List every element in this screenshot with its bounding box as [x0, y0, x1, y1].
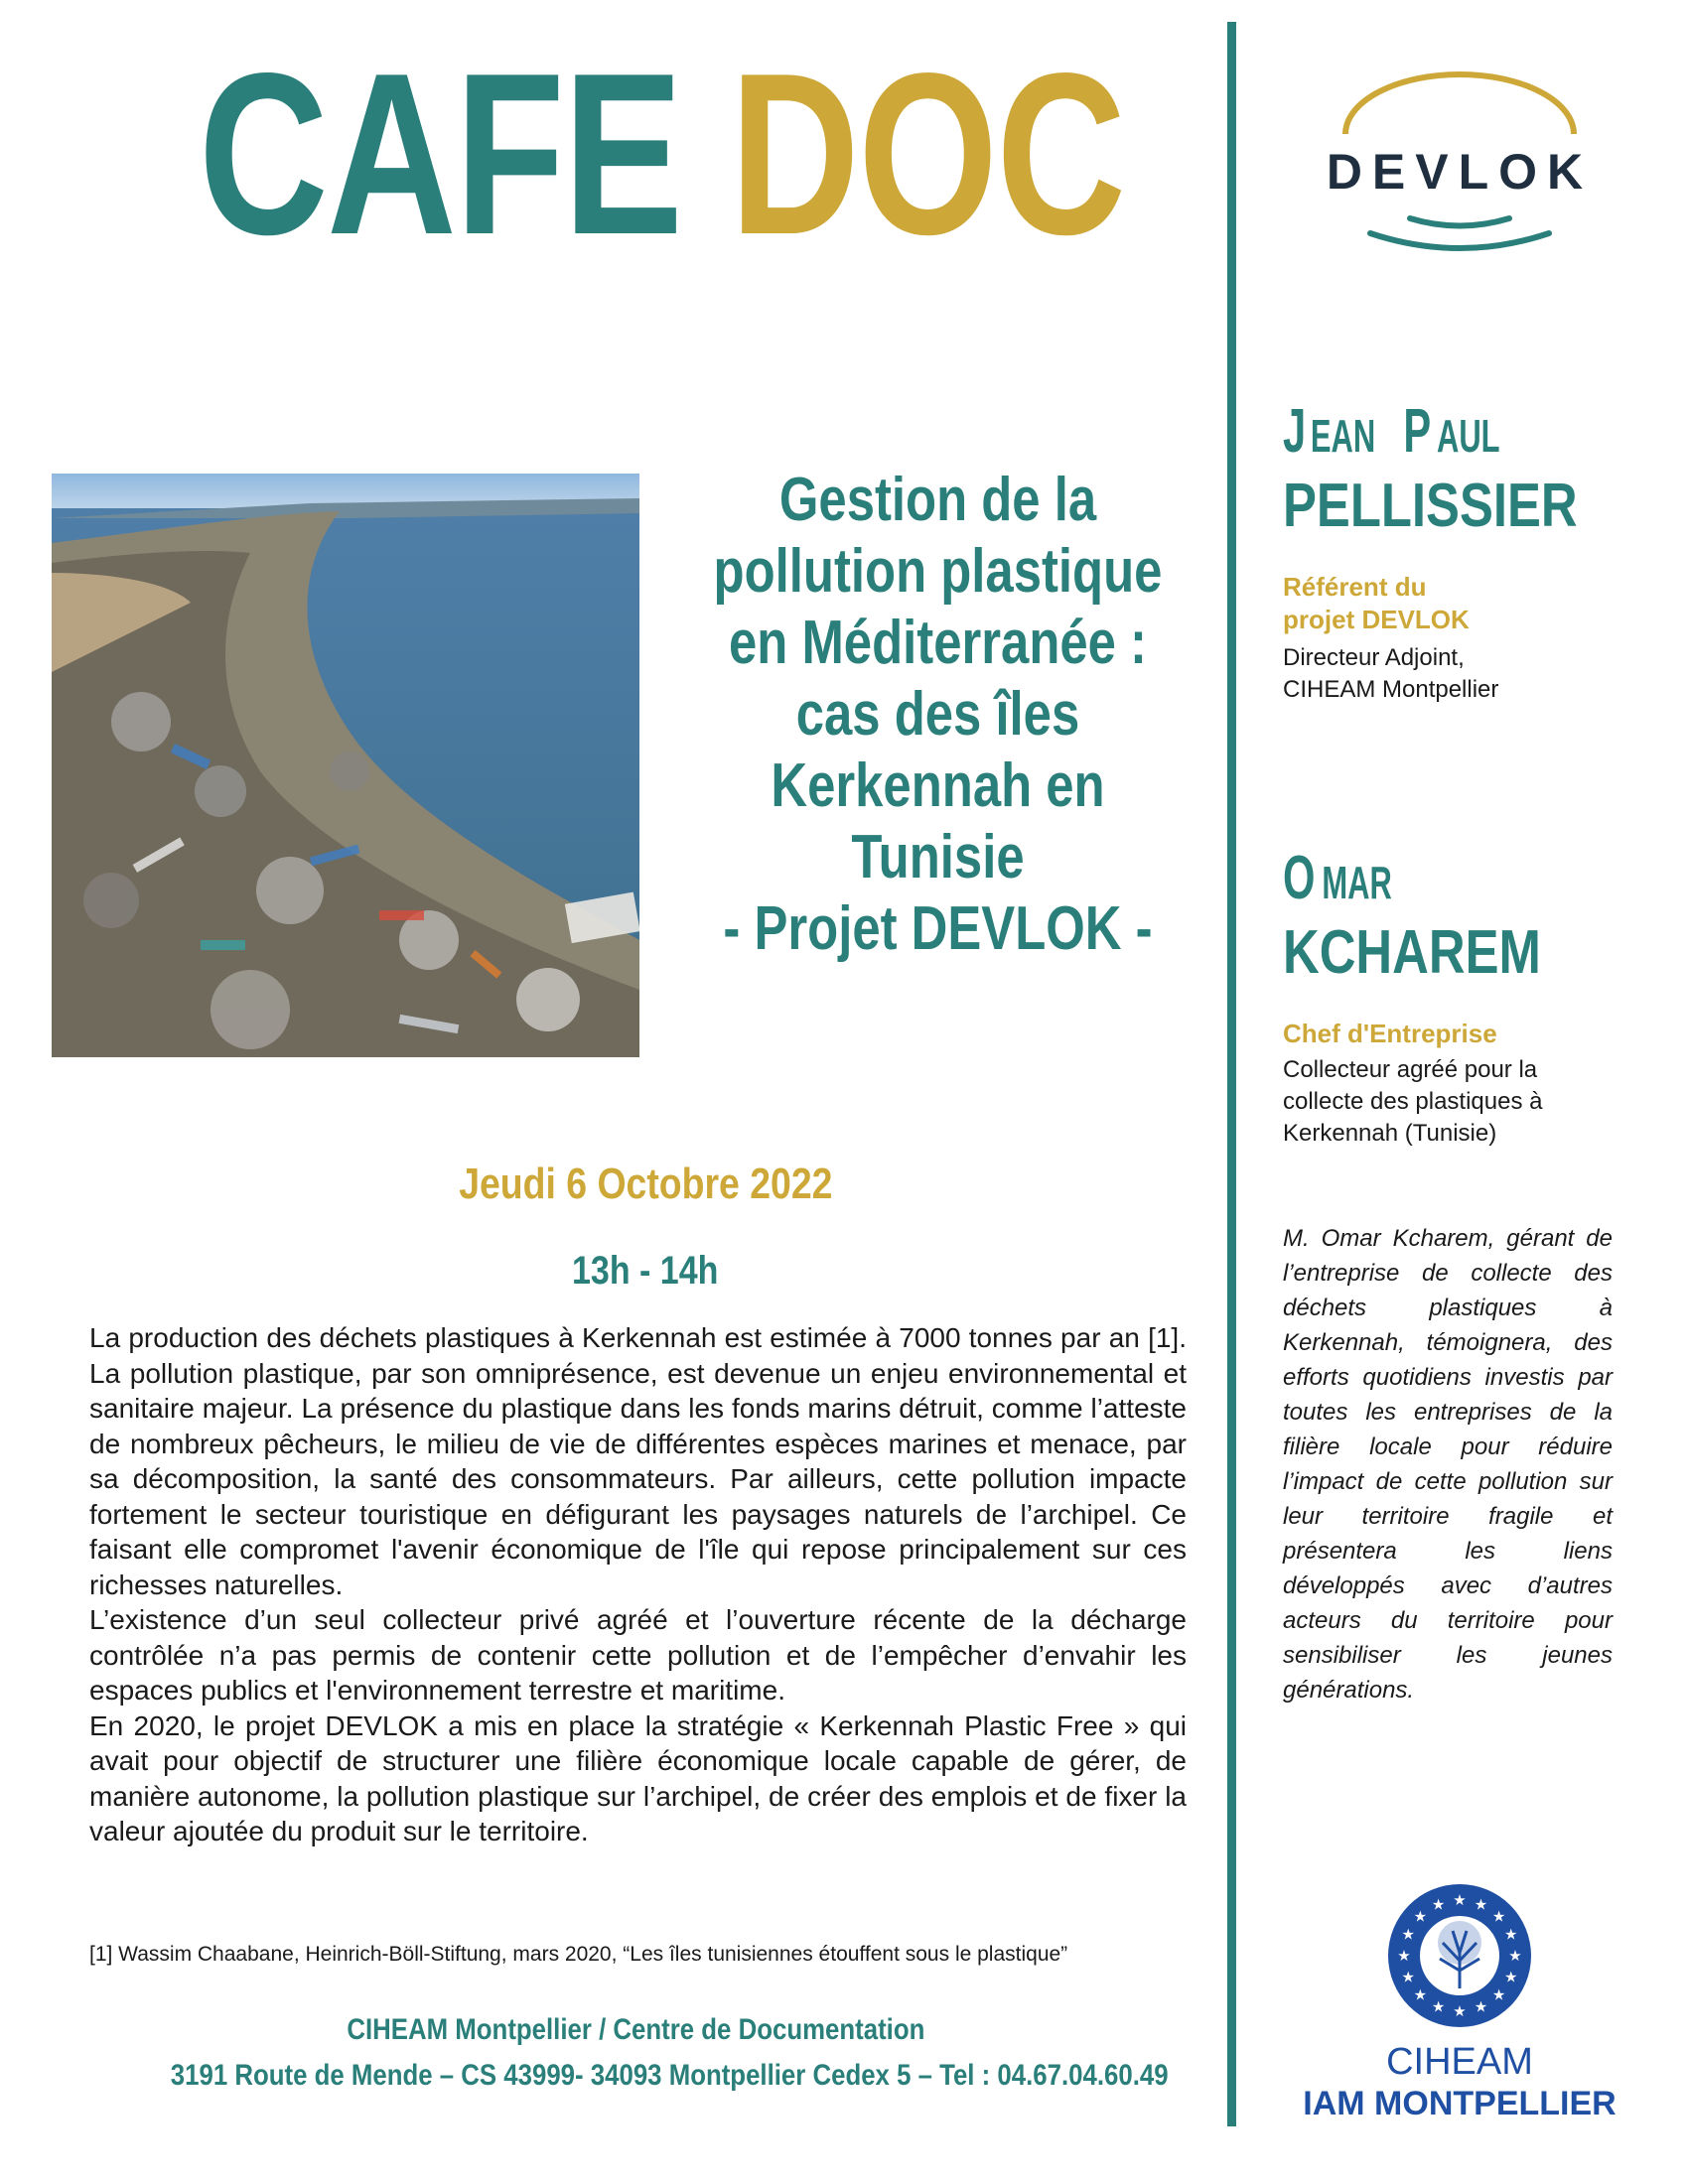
title-cafe: CAFE [199, 26, 682, 283]
star-icon: ★ [1401, 1926, 1415, 1944]
speaker-2-name: O MAR [1283, 844, 1392, 912]
paragraph: En 2020, le projet DEVLOK a mis en place la stratégie « Kerkennah Plastic Free » qui avait pour objectif de structurer une filière économique locale capable de gérer, de manière autonome, la pollution plastique sur l’archipel, de créer des emplois et de fixer la valeur ajoutée du produit sur le territoire. [89, 1709, 1187, 1846]
paragraph: L’existence d’un seul collecteur privé agréé et l’ouverture récente de la décharge contrôlée n’a pas permis de contenir cette pollution et de l’empêcher d’envahir les espaces publics et l'environnement terrestre et maritime. [89, 1604, 1187, 1706]
speaker-1-name: J EAN P AUL [1283, 397, 1500, 466]
star-icon: ★ [1474, 1998, 1488, 2016]
speaker-1-lastname: PELLISSIER [1283, 472, 1578, 540]
talk-title-line: cas des îles [795, 680, 1080, 749]
vertical-divider [1227, 22, 1236, 2126]
star-icon: ★ [1453, 1892, 1467, 1909]
talk-title-line: Kerkennah en [771, 751, 1105, 820]
event-date: Jeudi 6 Octobre 2022 [458, 1160, 833, 1208]
star-icon: ★ [1413, 1986, 1428, 2004]
star-icon: ★ [1491, 1908, 1506, 1926]
speaker-1-desc: Directeur Adjoint, CIHEAM Montpellier [1283, 644, 1499, 703]
footer-line-1: CIHEAM Montpellier / Centre de Documentation [347, 2013, 924, 2046]
speaker-1-role: Référent du projet DEVLOK [1283, 572, 1470, 634]
star-icon: ★ [1431, 1998, 1446, 2016]
star-icon: ★ [1504, 1969, 1518, 1986]
star-icon: ★ [1508, 1948, 1522, 1965]
page-title [199, 26, 1125, 283]
speaker-2-lastname: KCHAREM [1283, 918, 1541, 987]
star-icon: ★ [1491, 1986, 1506, 2004]
star-icon: ★ [1413, 1908, 1428, 1926]
event-time: 13h - 14h [572, 1249, 719, 1293]
speaker-2-desc: Collecteur agréé pour la collecte des plastiques à Kerkennah (Tunisie) [1283, 1056, 1543, 1147]
star-icon: ★ [1401, 1969, 1415, 1986]
star-icon: ★ [1453, 2003, 1467, 2020]
speaker-bio: M. Omar Kcharem, gérant de l’entreprise de collecte des déchets plastiques à Kerkennah, témoignera, des efforts quotidiens investis par toutes les entreprises de la filière locale pour réduire l’impact de cette pollution sur leur territoire fragile et présentera les liens développés avec d’autres acteurs du territoire pour sensibiliser les jeunes générations. [1283, 1225, 1613, 1704]
iam-montpellier-wordmark: IAM MONTPELLIER [1303, 2085, 1617, 2122]
ciheam-logo [1385, 1881, 1534, 2030]
speaker-2-role: Chef d'Entreprise [1283, 1019, 1497, 1048]
talk-title-line: Tunisie [851, 823, 1025, 891]
devlok-logo [1301, 60, 1618, 258]
plastic-pollution-photo [52, 474, 639, 1057]
ciheam-emblem [1385, 1881, 1534, 2030]
talk-title-line: Gestion de la [778, 466, 1097, 534]
talk-title-line: - Projet DEVLOK - [723, 894, 1153, 963]
star-icon: ★ [1397, 1948, 1411, 1965]
footer-line-2: 3191 Route de Mende – CS 43999- 34093 Montpellier Cedex 5 – Tel : 04.67.04.60.49 [170, 2059, 1169, 2092]
talk-title-line: pollution plastique [713, 537, 1163, 606]
star-icon: ★ [1474, 1896, 1488, 1914]
star-icon: ★ [1431, 1896, 1446, 1914]
footer-address [89, 2007, 1182, 2099]
ciheam-wordmark: CIHEAM [1386, 2041, 1533, 2083]
talk-title [647, 465, 1228, 965]
star-icon: ★ [1504, 1926, 1518, 1944]
footnote: [1] Wassim Chaabane, Heinrich-Böll-Stiftung, mars 2020, “Les îles tunisiennes étouffent sous le plastique” [89, 1943, 1068, 1966]
shore-photo-illustration [52, 474, 639, 1057]
title-doc: DOC [730, 26, 1125, 283]
talk-title-line: en Méditerranée : [729, 609, 1147, 677]
devlok-logo-graphic [1301, 60, 1618, 258]
devlok-wordmark: DEVLOK [1326, 144, 1594, 200]
paragraph: La production des déchets plastiques à Kerkennah est estimée à 7000 tonnes par an [1]. La pollution plastique, par son omniprésence, est devenue un enjeu environnemental et sanitaire majeur. La présence du plastique dans les fonds marins détruit, comme l’atteste de nombreux pêcheurs, le milieu de vie de différentes espèces marines et menace, par sa décomposition, la santé des consommateurs. Par ailleurs, cette pollution impacte fortement le secteur touristique en défigurant les paysages naturels de l’archipel. Ce faisant elle compromet l'avenir économique de l'île qui repose principalement sur ces richesses naturelles. [89, 1322, 1187, 1600]
description-text [89, 1320, 1187, 1849]
